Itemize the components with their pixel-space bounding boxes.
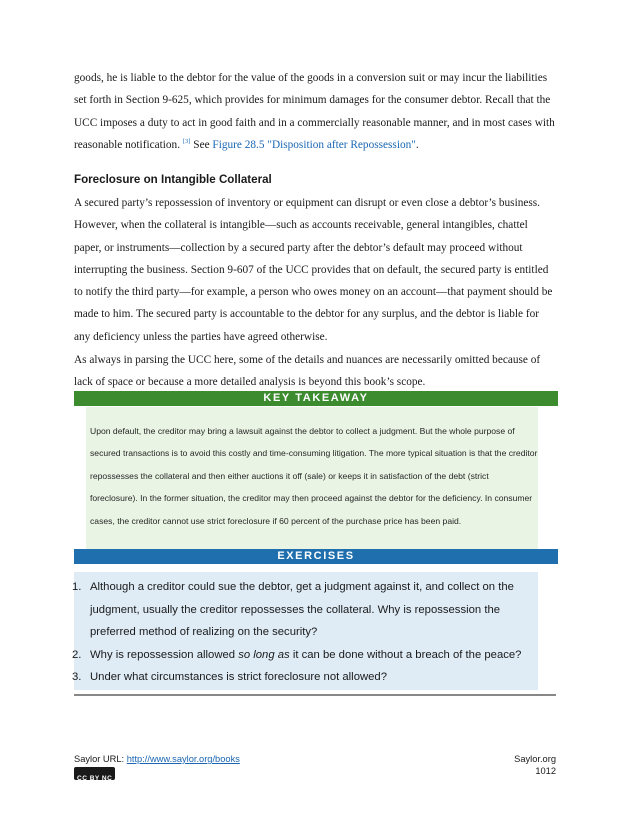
body-paragraph-1-text: goods, he is liable to the debtor for the value of the goods in a conversion suit or may incur the liabilities set forth in Section 9-625, which provides for minimum damages for the consumer debtor. Recall that the UCC imposes a duty to act in good faith and in a commercially reasonable manner, and in most cases with reasonable notification. xyxy=(74,72,555,151)
see-text: See xyxy=(193,138,210,151)
exercise-item xyxy=(72,576,542,644)
exercise-number: 3. xyxy=(72,671,82,683)
footer-site: Saylor.org xyxy=(514,754,556,764)
footnote-link[interactable]: [3] xyxy=(182,138,191,146)
period-text: . xyxy=(415,138,419,151)
body-paragraph-2: A secured party’s repossession of inventory or equipment can disrupt or even close a debtor’s business. However, when the collateral is intangible—such as accounts receivable, general intangibles, chattel paper, or instruments—collection by a secured party after the debtor’s default may proceed without interrupting the business. Section 9-607 of the UCC provides that on default, the secured party is entitled to notify the third party—for example, a person who owes money on an account—that payment should be made to him. The secured party is accountable to the debtor for any surplus, and the debtor is liable for any deficiency unless the parties have agreed otherwise. xyxy=(74,197,553,343)
exercise-item xyxy=(72,666,542,689)
cc-license-icon: CC BY NC SA xyxy=(74,775,113,800)
key-takeaway-text: Upon default, the creditor may bring a lawsuit against the debtor to collect a judgment. But the whole purpose of secured transactions is to avoid this costly and time-consuming litigation. The more typical situation is that the creditor repossesses the collateral and then either auctions it off (sale) or keeps it in satisfaction of the debt (strict foreclosure). In the former situation, the creditor may then proceed against the debtor for the deficiency. In consumer cases, the creditor cannot use strict foreclosure if 60 percent of the purchase price has been paid. xyxy=(90,426,538,526)
body-paragraph-3: As always in parsing the UCC here, some of the details and nuances are necessarily omitted because of lack of space or because a more detailed analysis is beyond this book’s scope. xyxy=(74,354,541,389)
divider xyxy=(74,694,556,696)
footer-page-info xyxy=(514,753,556,777)
page-number: 1012 xyxy=(535,766,556,776)
exercise-number: 1. xyxy=(72,581,82,593)
exercise-text: Why is repossession allowed xyxy=(90,648,239,661)
exercise-text: Under what circumstances is strict foreclosure not allowed? xyxy=(90,671,387,683)
exercise-text-end: it can be done without a breach of the peace? xyxy=(289,648,522,661)
figure-link[interactable]: Figure 28.5 "Disposition after Repossession" xyxy=(212,138,416,151)
exercise-text: Although a creditor could sue the debtor, get a judgment against it, and collect on the judgment, usually the creditor repossesses the collateral. Why is repossession the preferred method of realizing on the security? xyxy=(90,581,514,638)
exercises-list xyxy=(72,576,542,689)
footer-url-label: Saylor URL: xyxy=(74,754,127,764)
section-heading: Foreclosure on Intangible Collateral xyxy=(74,173,272,186)
cc-license-badge xyxy=(74,767,115,800)
exercise-number: 2. xyxy=(72,648,82,661)
key-takeaway-header: KEY TAKEAWAY xyxy=(74,391,558,406)
exercises-header: EXERCISES xyxy=(74,549,558,564)
body-paragraph-1 xyxy=(74,67,558,156)
footer-source xyxy=(74,753,240,765)
footer-url-link[interactable]: http://www.saylor.org/books xyxy=(126,754,240,764)
exercise-item xyxy=(72,644,542,667)
exercise-emphasis: so long as xyxy=(238,648,290,661)
